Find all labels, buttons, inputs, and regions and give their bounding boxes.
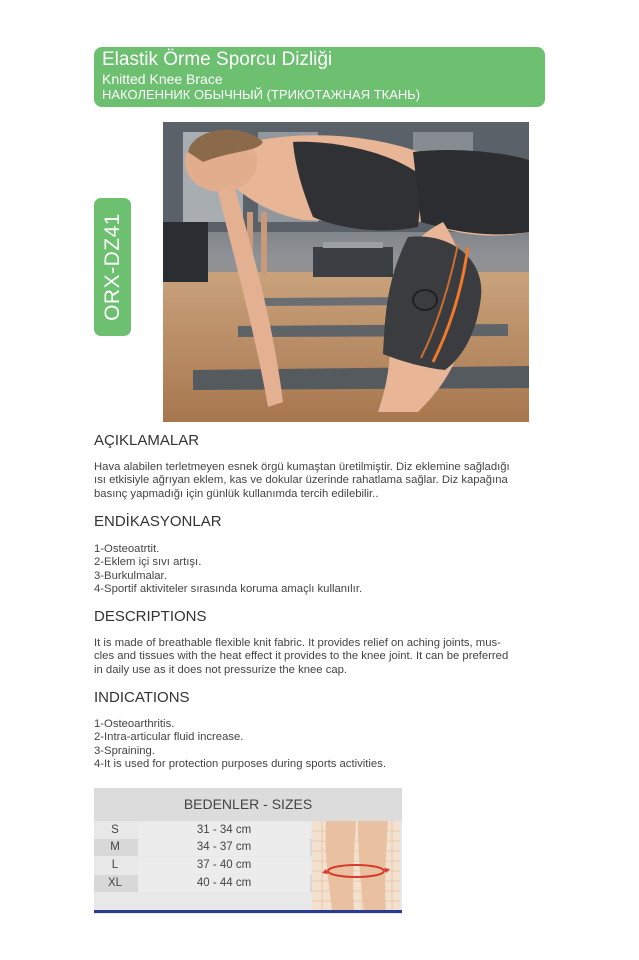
section-heading-indications: INDICATIONS <box>94 689 190 706</box>
text-line: Hava alabilen terletmeyen esnek örgü kumaştan üretilmiştir. Diz eklemine sağladığı <box>94 461 510 473</box>
product-code: ORX-DZ41 <box>100 213 124 321</box>
section-body-indications <box>94 718 549 772</box>
title-tr: Elastik Örme Sporcu Dizliği <box>102 49 333 70</box>
text-line: basınç yapmadığı için günlük kullanımda tercih edilebilir.. <box>94 487 379 500</box>
size-table <box>94 788 402 914</box>
product-code-tag <box>94 198 131 336</box>
list-item: 2-Eklem içi sıvı artışı. <box>94 556 202 569</box>
list-item: 1-Osteoatrtit. <box>94 543 160 555</box>
section-body-aciklamalar <box>94 461 549 501</box>
product-photo <box>163 122 529 422</box>
knee-diagram <box>312 821 400 911</box>
text-line: cles and tissues with the heat effect it provides to the knee joint. It can be preferred <box>94 650 509 663</box>
size-range: 40 - 44 cm <box>138 875 310 892</box>
table-row <box>94 822 312 839</box>
size-table-title: BEDENLER - SIZES <box>94 788 402 821</box>
table-row <box>94 857 312 874</box>
text-line: It is made of breathable flexible knit fabric. It provides relief on aching joints, mus- <box>94 637 501 649</box>
section-heading-descriptions: DESCRIPTIONS <box>94 608 207 625</box>
size-range: 34 - 37 cm <box>138 839 310 856</box>
title-en: Knitted Knee Brace <box>102 71 223 87</box>
footer-bar <box>94 910 402 913</box>
text-line: in daily use as it does not pressurize the knee cap. <box>94 663 348 676</box>
knee-measurement-illustration <box>312 821 400 911</box>
section-heading-endikasyonlar: ENDİKASYONLAR <box>94 513 222 530</box>
list-item: 4-Sportif aktiviteler sırasında koruma amaçlı kullanılır. <box>94 583 363 596</box>
size-label: L <box>111 859 119 871</box>
size-label: XL <box>107 877 123 889</box>
list-item: 1-Osteoarthritis. <box>94 718 175 730</box>
list-item: 3-Burkulmalar. <box>94 569 167 582</box>
section-heading-aciklamalar: AÇIKLAMALAR <box>94 432 200 449</box>
list-item: 2-Intra-articular fluid increase. <box>94 731 244 744</box>
athlete-photo-illustration <box>163 122 529 422</box>
section-body-endikasyonlar <box>94 543 549 597</box>
title-banner <box>94 47 545 107</box>
table-row <box>94 875 312 892</box>
list-item: 4-It is used for protection purposes during sports activities. <box>94 758 386 771</box>
section-body-descriptions <box>94 637 549 677</box>
title-ru: НАКОЛЕННИК ОБЫЧНЫЙ (ТРИКОТАЖНАЯ ТКАНЬ) <box>102 87 421 102</box>
size-range: 37 - 40 cm <box>138 857 310 874</box>
list-item: 3-Spraining. <box>94 744 155 757</box>
text-line: ısı etkisiyle ağrıyan eklem, kas ve dokular üzerinde rahatlama sağlar. Diz kapağına <box>94 474 508 487</box>
size-range: 31 - 34 cm <box>138 822 310 839</box>
table-row <box>94 839 312 856</box>
size-label: S <box>111 824 119 836</box>
size-label: M <box>110 841 120 853</box>
